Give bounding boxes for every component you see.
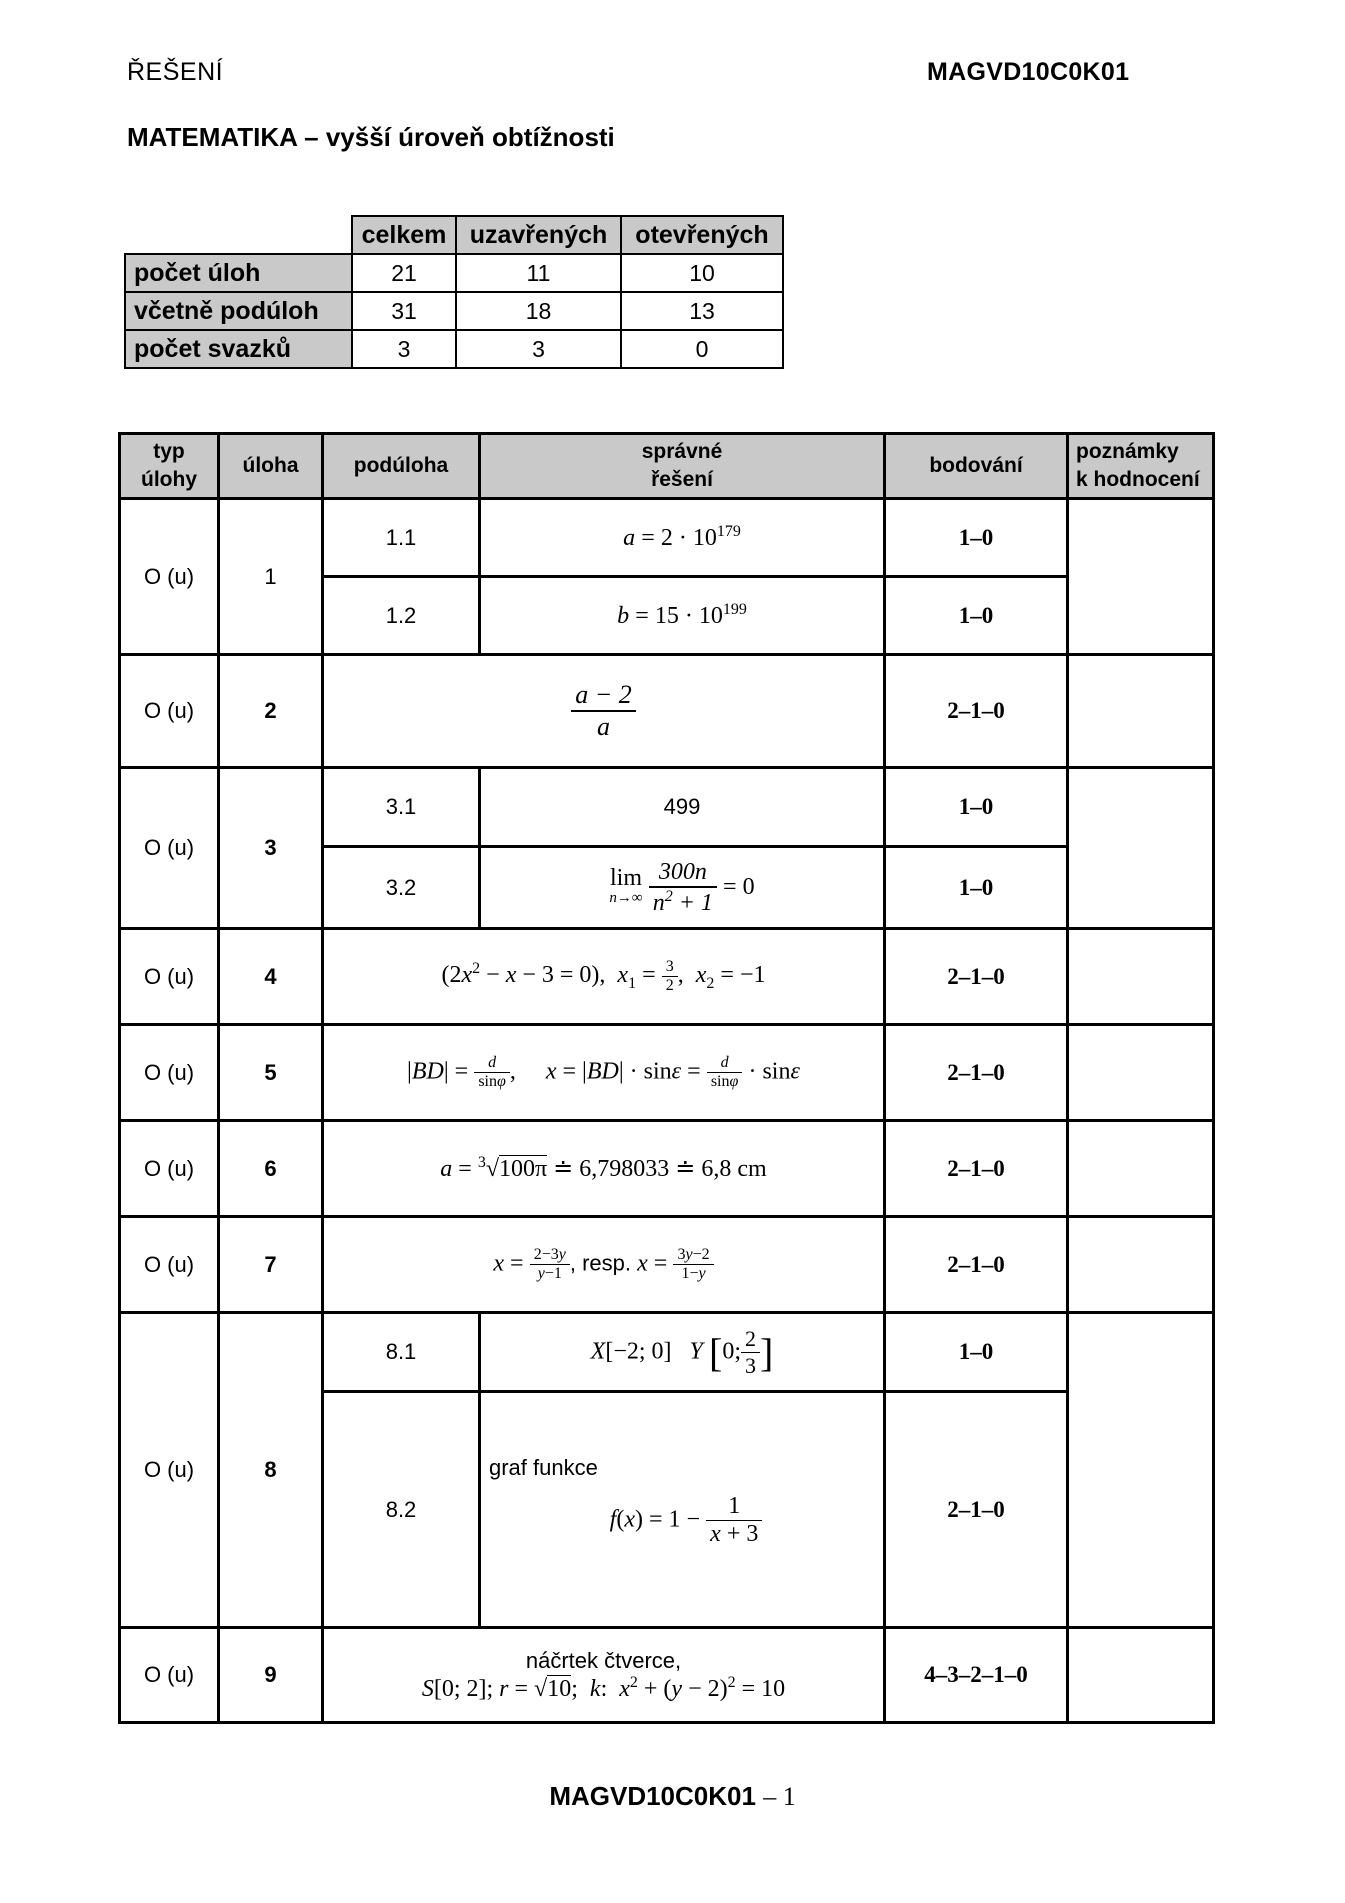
footer-page-number: – 1 [763, 1782, 796, 1811]
row-solution: graf funkce f(x) = 1 − $\frac{1}{x + 3}$ [480, 1392, 885, 1628]
col-bodovani: bodování [885, 434, 1068, 499]
row-score: 1–0 [885, 577, 1068, 655]
row-subtask: 3.1 [323, 768, 480, 847]
row-typ: O (u) [120, 1313, 219, 1628]
row-notes [1068, 655, 1214, 768]
row-subtask: 8.2 [323, 1392, 480, 1628]
row-notes [1068, 499, 1214, 655]
row-subtask: 8.1 [323, 1313, 480, 1392]
table-row [120, 768, 1214, 847]
row-typ: O (u) [120, 1121, 219, 1217]
table-row [120, 655, 1214, 768]
table-row [120, 929, 1214, 1025]
stats-cell: 0 [621, 330, 783, 368]
row-score: 1–0 [885, 499, 1068, 577]
row-notes [1068, 1025, 1214, 1121]
col-poduloha: podúloha [323, 434, 480, 499]
table-row [120, 1313, 1214, 1392]
header-left: ŘEŠENÍ [127, 58, 224, 86]
row-notes [1068, 1121, 1214, 1217]
row-solution: náčrtek čtverce, S[0; 2]; r = √10; k: $x^2 + (y - 2)^2 = 10$ [323, 1628, 885, 1723]
row-typ: O (u) [120, 655, 219, 768]
row-uloha: 5 [219, 1025, 323, 1121]
row-notes [1068, 768, 1214, 929]
page-footer [0, 1781, 1345, 1812]
row-uloha: 4 [219, 929, 323, 1025]
row-score: 2–1–0 [885, 655, 1068, 768]
row-uloha: 2 [219, 655, 323, 768]
stats-row-label: včetně podúloh [125, 292, 352, 330]
col-uloha: úloha [219, 434, 323, 499]
col-typ-ulohy: typ úlohy [120, 434, 219, 499]
row-solution: $\frac{a - 2}{a}$ [323, 655, 885, 768]
row-uloha: 7 [219, 1217, 323, 1313]
row-typ: O (u) [120, 499, 219, 655]
row-score: 2–1–0 [885, 1392, 1068, 1628]
row-subtask: 1.2 [323, 577, 480, 655]
stats-cell: 18 [456, 292, 621, 330]
row-solution: $a = 2 \cdot 10^{179}$ [480, 499, 885, 577]
row-notes [1068, 929, 1214, 1025]
row-notes [1068, 1217, 1214, 1313]
row-uloha: 1 [219, 499, 323, 655]
stats-col-uzavrenych: uzavřených [456, 216, 621, 254]
table-row [120, 499, 1214, 577]
row-score: 2–1–0 [885, 1121, 1068, 1217]
row-typ: O (u) [120, 768, 219, 929]
table-row [120, 1121, 1214, 1217]
header-right: MAGVD10C0K01 [927, 58, 1130, 86]
stats-table [124, 215, 784, 369]
row-uloha: 9 [219, 1628, 323, 1723]
row-solution: $(2x^2 - x - 3 = 0)$, $x_1$ = $\frac{3}{2}$ , $x_2 = -1$ [323, 929, 885, 1025]
row-uloha: 6 [219, 1121, 323, 1217]
row-typ: O (u) [120, 1217, 219, 1313]
page-title: MATEMATIKA – vyšší úroveň obtížnosti [127, 122, 615, 152]
solutions-table [118, 432, 1215, 1724]
stats-cell: 31 [352, 292, 456, 330]
footer-code: MAGVD10C0K01 [549, 1781, 756, 1811]
row-score: 2–1–0 [885, 929, 1068, 1025]
row-notes [1068, 1313, 1214, 1628]
row-typ: O (u) [120, 929, 219, 1025]
row-score: 1–0 [885, 1313, 1068, 1392]
table-row [120, 1025, 1214, 1121]
stats-cell: 10 [621, 254, 783, 292]
stats-cell: 21 [352, 254, 456, 292]
row-solution: 499 [480, 768, 885, 847]
row-score: 1–0 [885, 768, 1068, 847]
row-solution: |BD| = $\frac{d}{\sin\varphi}$ , x = |BD| · sinε = $\frac{d}{\sin\varphi}$ · sinε [323, 1025, 885, 1121]
stats-cell: 13 [621, 292, 783, 330]
stats-cell: 11 [456, 254, 621, 292]
row-score: 2–1–0 [885, 1025, 1068, 1121]
row-solution: a = $^3$√100π ≐ 6,798033 ≐ 6,8 cm [323, 1121, 885, 1217]
row-typ: O (u) [120, 1628, 219, 1723]
stats-cell: 3 [352, 330, 456, 368]
row-solution: $b = 15 \cdot 10^{199}$ [480, 577, 885, 655]
row-uloha: 8 [219, 1313, 323, 1628]
row-subtask: 1.1 [323, 499, 480, 577]
col-spravne-reseni: správné řešení [480, 434, 885, 499]
row-solution: X[−2; 0] Y [0; $\frac{2}{3}$ ] [480, 1313, 885, 1392]
row-solution: lim n→∞ $\frac{300n}{n^2 + 1}$ = 0 [480, 847, 885, 929]
row-subtask: 3.2 [323, 847, 480, 929]
row-score: 4–3–2–1–0 [885, 1628, 1068, 1723]
stats-corner [125, 216, 352, 254]
stats-col-otevrenych: otevřených [621, 216, 783, 254]
row-score: 1–0 [885, 847, 1068, 929]
col-poznamky: poznámky k hodnocení [1068, 434, 1214, 499]
row-score: 2–1–0 [885, 1217, 1068, 1313]
stats-cell: 3 [456, 330, 621, 368]
row-solution: x = $\frac{2-3y}{y-1}$ , resp. x = $\frac{3y-2}{1-y}$ [323, 1217, 885, 1313]
stats-col-celkem: celkem [352, 216, 456, 254]
row-typ: O (u) [120, 1025, 219, 1121]
row-uloha: 3 [219, 768, 323, 929]
table-row [120, 1217, 1214, 1313]
table-row [120, 1628, 1214, 1723]
row-notes [1068, 1628, 1214, 1723]
stats-row-label: počet úloh [125, 254, 352, 292]
stats-row-label: počet svazků [125, 330, 352, 368]
